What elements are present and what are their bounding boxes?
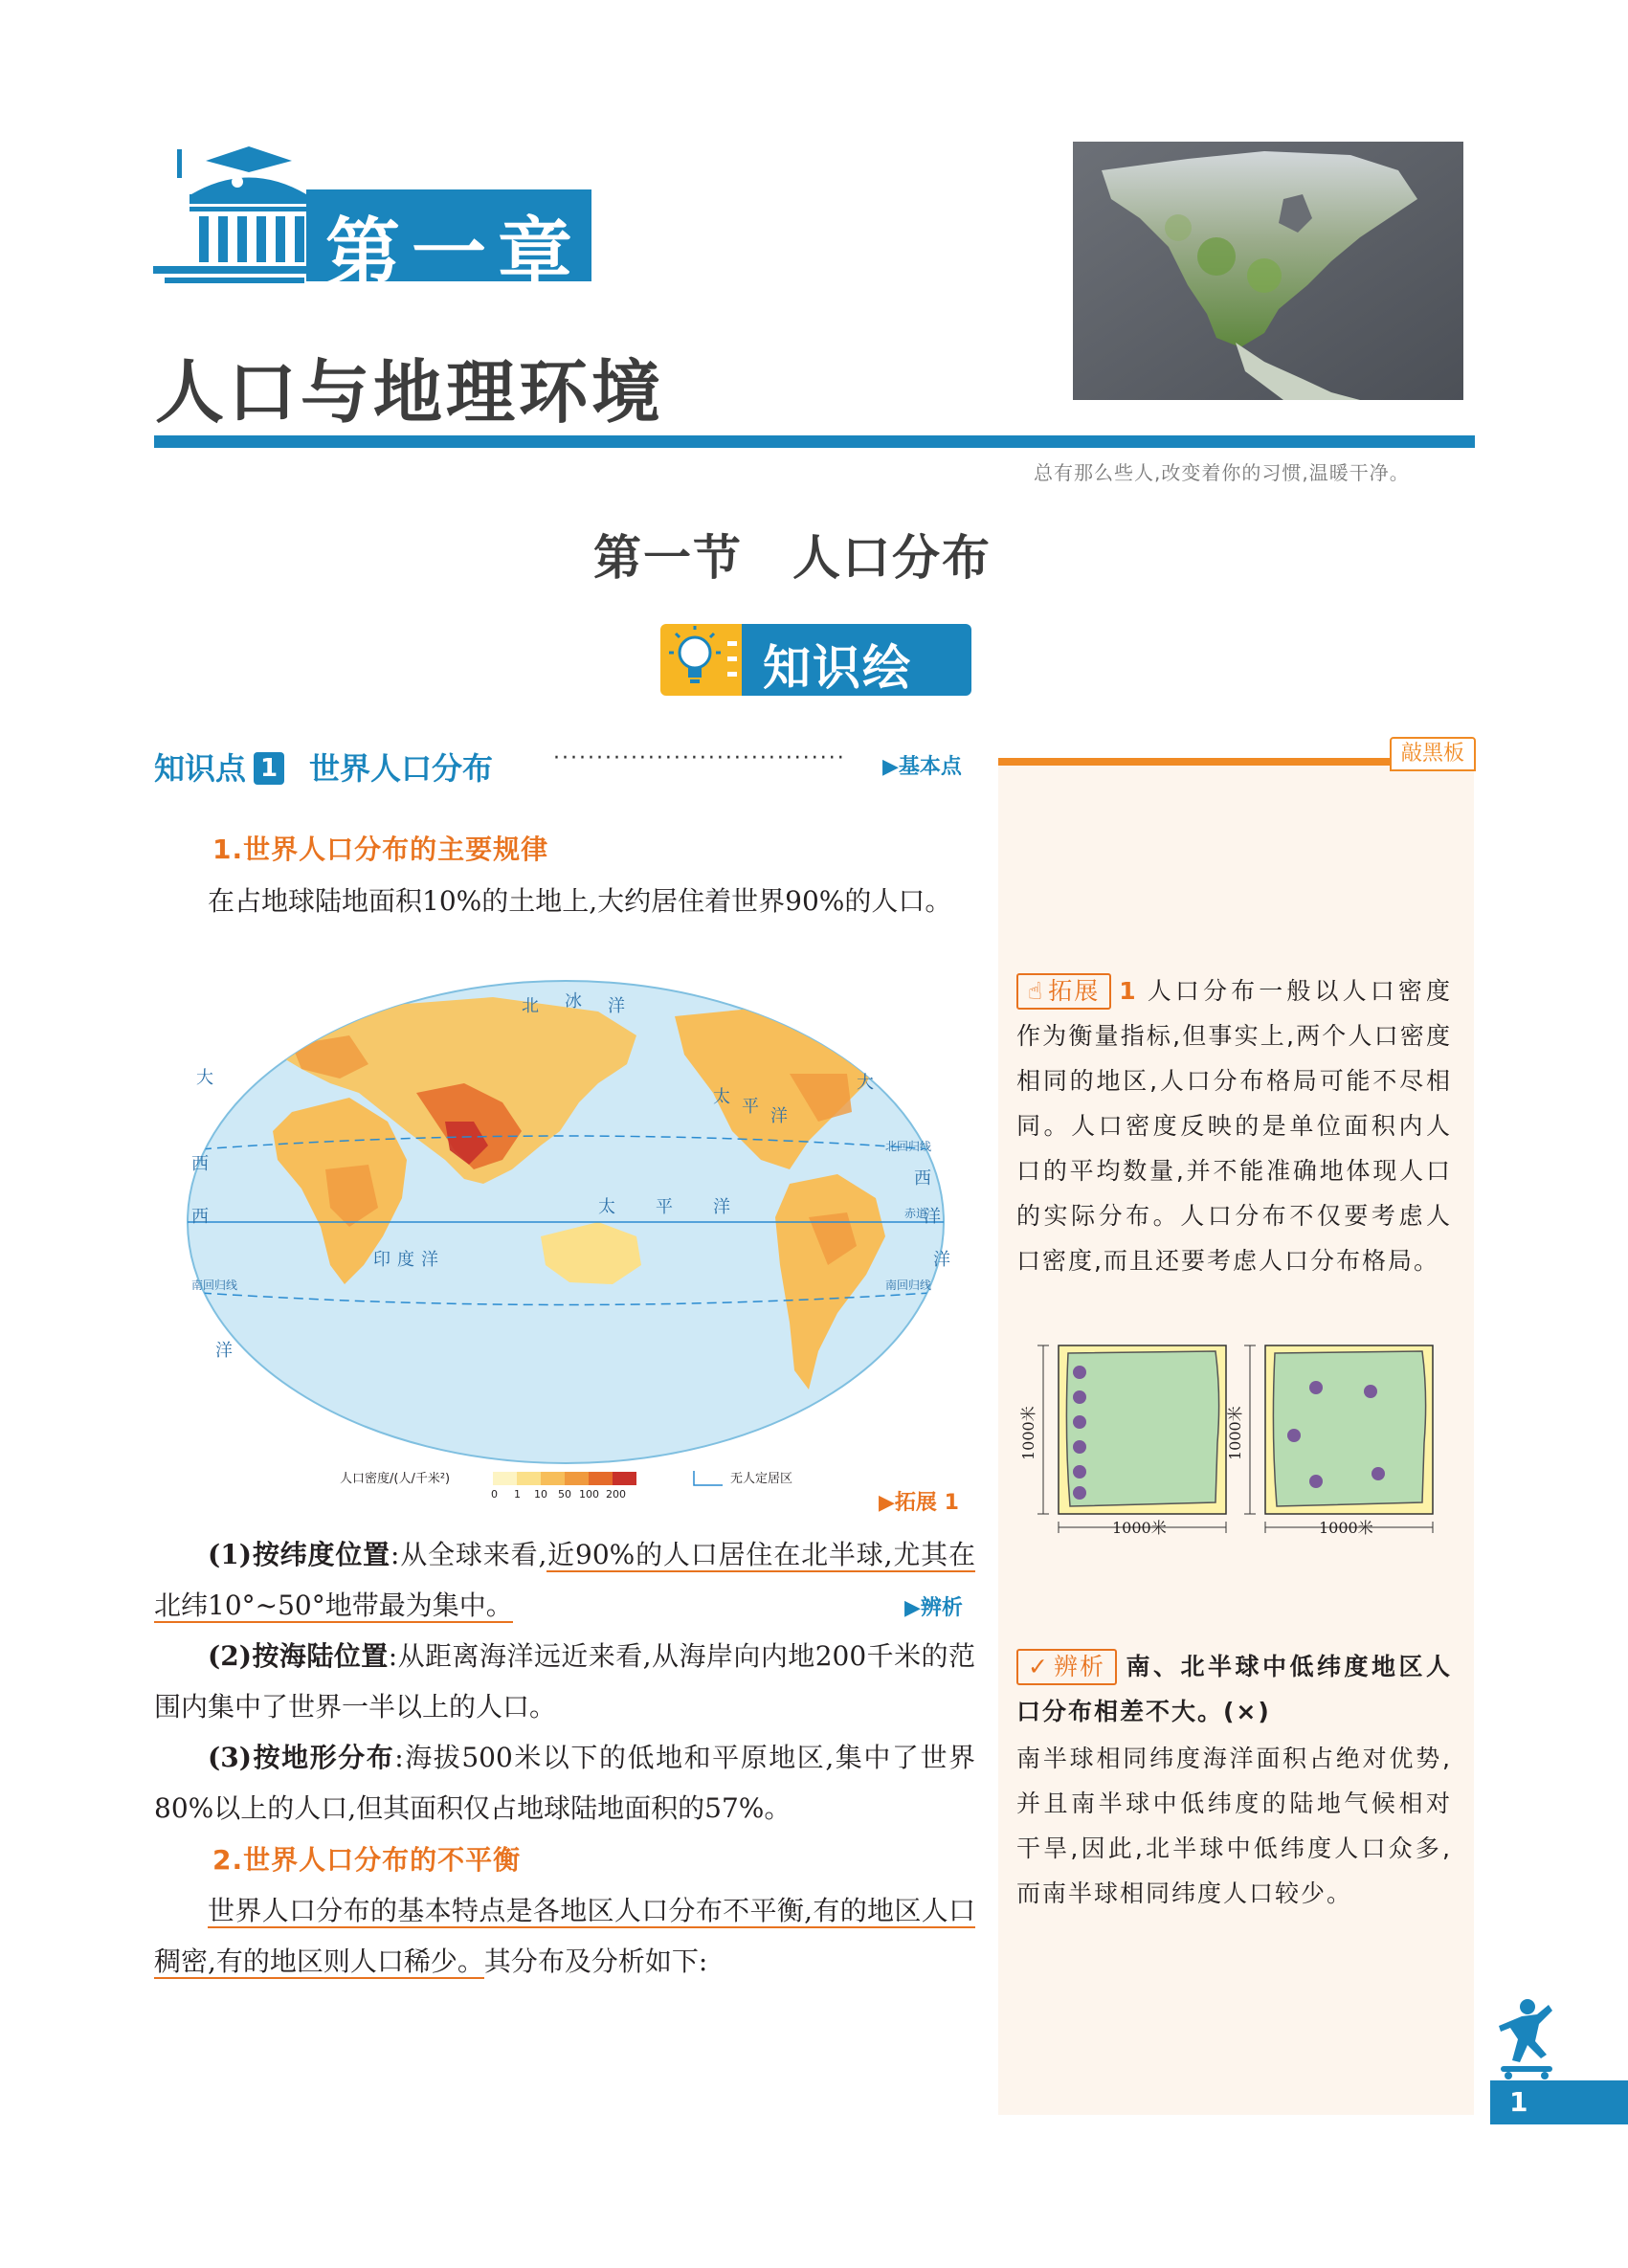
map-label-arctic-3: 洋 (608, 996, 625, 1016)
legend-tick-1: 1 (514, 1488, 521, 1501)
analysis-ref: ▶辨析 (904, 1596, 963, 1620)
sidebar-tab: 敲黑板 (1390, 737, 1476, 771)
analysis-note (1016, 1644, 1452, 1734)
map-extension-ref-label: 拓展 1 (894, 1491, 959, 1515)
sea-land-text: :从距离海洋远近来看,从海岸向内地200千米的范围内集中了世界一半以上的人口。 (154, 1640, 975, 1723)
map-label-arctic-1: 北 (522, 996, 539, 1016)
map-label-atlantic-w3: 洋 (215, 1341, 233, 1361)
map-label-pacific-n3: 洋 (770, 1106, 788, 1126)
legend-swatch-2 (541, 1472, 565, 1485)
paragraph-latitude (154, 1529, 975, 1631)
map-label-atlantic-e3: 洋 (924, 1207, 941, 1227)
fig-right-vertical: 1000米 (1226, 1406, 1244, 1460)
map-label-pacific-1: 太 (598, 1197, 615, 1217)
map-label-pacific-3: 洋 (713, 1197, 730, 1217)
map-extension-ref: ▶拓展 1 (879, 1491, 959, 1515)
imbalance-text-a: 世界人口分布的基本特点是各地区人口分布不平衡,有的地区人口稠密,有的地区则人口稀少。 (154, 1895, 975, 1977)
map-label-indian-1: 印 (373, 1250, 390, 1270)
legend-tick-3: 50 (558, 1488, 571, 1501)
heading-distribution-rules: 1.世界人口分布的主要规律 (212, 834, 549, 865)
fig-left-horizontal: 1000米 (1112, 1519, 1167, 1537)
extension-tag-label: 拓展 (1048, 977, 1101, 1005)
latitude-text-b: 近90%的人口居住在北半球,尤其在北纬10°~50°地带最为集中。 (154, 1539, 975, 1621)
map-label-tropic-capricorn-e: 南回归线 (885, 1279, 932, 1292)
section-title: 第一节 人口分布 (593, 530, 992, 586)
check-badge-icon: ✓ (1028, 1653, 1050, 1680)
legend-swatch-0 (493, 1472, 517, 1485)
kp-number: 1 (254, 752, 284, 785)
kp-tag-label: 基本点 (898, 755, 962, 779)
page-number: 1 (1509, 2086, 1528, 2118)
analysis-statement: 南、北半球中低纬度地区人口分布相差不大。(×) (1016, 1653, 1452, 1725)
extension-note (1016, 968, 1452, 1283)
terrain-label: (3)按地形分布 (208, 1742, 395, 1773)
map-label-tropic-cancer: 北回归线 (885, 1140, 932, 1153)
distribution-figure (1019, 1338, 1445, 1539)
map-label-atlantic-w1: 大 (196, 1068, 213, 1088)
legend-swatch-3 (565, 1472, 589, 1485)
skater-decoration-icon (1493, 1995, 1560, 2081)
map-label-arctic-2: 冰 (565, 991, 582, 1012)
map-label-equator: 赤道 (904, 1207, 928, 1220)
page-number-box (1490, 2080, 1628, 2124)
badge-label: 知识绘 (763, 640, 912, 696)
lightbulb-icon (660, 624, 742, 696)
latitude-label: (1)按纬度位置 (208, 1539, 390, 1570)
latitude-text-a: :从全球来看, (390, 1539, 547, 1570)
extension-number: 1 (1119, 977, 1138, 1005)
paragraph-imbalance (154, 1885, 975, 1987)
paragraph-terrain (154, 1732, 975, 1834)
legend-tick-2: 10 (534, 1488, 547, 1501)
legend-tick-4: 100 (579, 1488, 599, 1501)
chapter-motto: 总有那么些人,改变着你的习惯,温暖干净。 (1034, 461, 1410, 484)
extension-text: 人口分布一般以人口密度作为衡量指标,但事实上,两个人口密度相同的地区,人口分布格局可能不尽相同。人口密度反映的是单位面积内人口的平均数量,并不能准确地体现人口的实际分布。人口分布不仅要考虑人口密度,而且还要考虑人口分布格局。 (1016, 977, 1452, 1275)
legend-uninhabited-swatch (694, 1471, 723, 1485)
analysis-tag (1016, 1649, 1117, 1685)
hand-pointer-icon: ☝ (1028, 977, 1045, 1005)
legend-swatch-5 (613, 1472, 636, 1485)
legend-tick-0: 0 (491, 1488, 498, 1501)
analysis-tag-label: 辨析 (1053, 1653, 1105, 1680)
map-legend-title: 人口密度/(人/千米²) (340, 1472, 451, 1486)
extension-tag (1016, 973, 1111, 1010)
fig-left-vertical: 1000米 (1019, 1406, 1037, 1460)
legend-swatch-4 (589, 1472, 613, 1485)
kp-prefix: 知识点 (154, 750, 247, 787)
map-label-atlantic-w2: 西 (191, 1207, 209, 1227)
imbalance-text-b: 其分布及分析如下: (483, 1946, 708, 1977)
chapter-title: 人口与地理环境 (155, 352, 665, 433)
map-label-west: 西 (191, 1154, 209, 1174)
fig-right-horizontal: 1000米 (1319, 1519, 1373, 1537)
legend-swatch-1 (517, 1472, 541, 1485)
analysis-ref-label: 辨析 (920, 1596, 963, 1620)
paragraph-intro (154, 876, 975, 926)
map-label-ocean: 洋 (933, 1250, 950, 1270)
kp-title: 世界人口分布 (309, 750, 494, 787)
map-label-atlantic-e2: 西 (914, 1168, 931, 1189)
legend-tick-5: 200 (606, 1488, 626, 1501)
school-logo-icon (153, 142, 316, 285)
paragraph-intro-text: 在占地球陆地面积10%的土地上,大约居住着世界90%的人口。 (208, 885, 952, 917)
terrain-text: :海拔500米以下的低地和平原地区,集中了世界80%以上的人口,但其面积仅占地球陆地面积的57%。 (154, 1742, 975, 1824)
knowledge-badge (660, 624, 971, 696)
analysis-explanation: 南半球相同纬度海洋面积占绝对优势,并且南半球中低纬度的陆地气候相对干旱,因此,北半球中低纬度人口众多,而南半球相同纬度人口较少。 (1016, 1745, 1452, 1907)
legend-uninhabited-label: 无人定居区 (730, 1472, 793, 1486)
chapter-label: 第一章 (325, 210, 585, 297)
chapter-label-box (306, 189, 591, 297)
sea-land-label: (2)按海陆位置 (208, 1640, 389, 1672)
map-label-pacific-n2: 平 (742, 1097, 759, 1117)
map-label-indian-2: 度 (397, 1250, 414, 1270)
kp-tag: ▶基本点 (882, 755, 962, 779)
map-label-indian-3: 洋 (421, 1250, 438, 1270)
world-population-map (177, 978, 954, 1500)
kp-leader-dots: ·································· (553, 746, 846, 770)
chapter-divider (154, 435, 1475, 448)
chapter-photo (1073, 142, 1463, 400)
map-label-tropic-capricorn-w: 南回归线 (191, 1279, 238, 1292)
heading-imbalance: 2.世界人口分布的不平衡 (212, 1844, 522, 1876)
paragraph-sea-land (154, 1631, 975, 1732)
map-label-pacific-2: 平 (656, 1197, 673, 1217)
map-label-atlantic-e1: 大 (857, 1073, 874, 1093)
map-label-pacific-n1: 太 (713, 1087, 730, 1107)
